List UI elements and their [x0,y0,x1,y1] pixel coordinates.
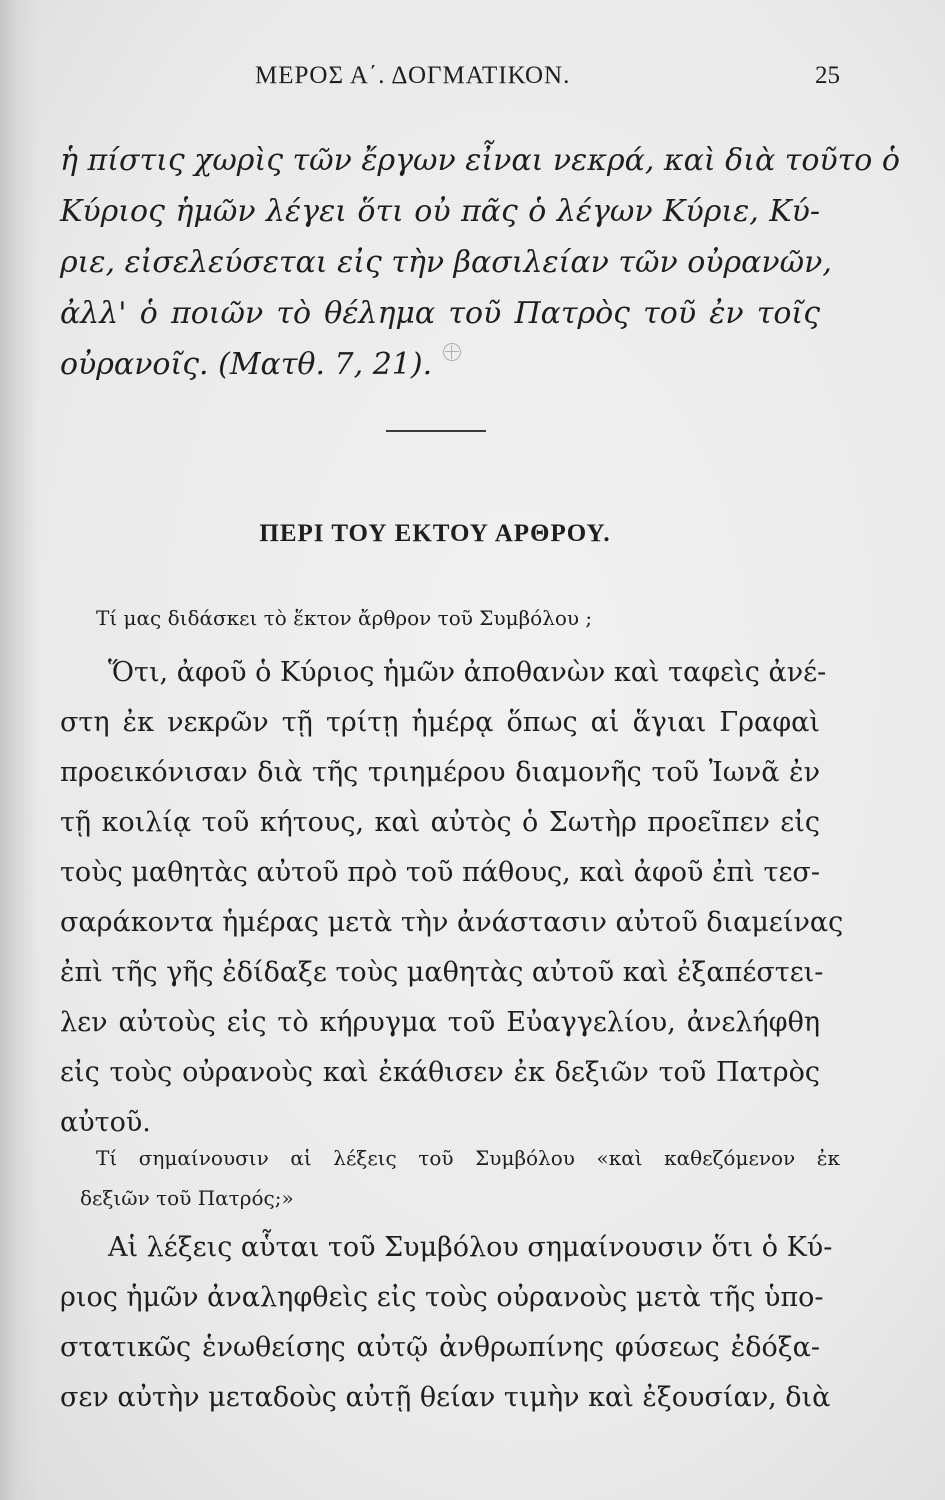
text-line: σαράκοντα ἡμέρας μετὰ τὴν ἀνάστασιν αὐτοῦ διαμείνας [60,907,844,938]
text-line: εἰς τοὺς οὐρανοὺς καὶ ἐκάθισεν ἐκ δεξιῶν τοῦ Πατρὸς [60,1057,820,1088]
text-line: οὐρανοῖς. (Ματθ. 7, 21). [60,347,433,382]
text-line: στη ἐκ νεκρῶν τῇ τρίτῃ ἡμέρᾳ ὅπως αἱ ἅγιαι Γραφαὶ [60,707,820,738]
question-text: Τί μας διδάσκει τὸ ἕκτον ἄρθρον τοῦ Συμβόλου ; [96,606,593,630]
text-line: Ὅτι, ἀφοῦ ὁ Κύριος ἡμῶν ἀποθανὼν καὶ ταφεὶς ἀνέ- [108,657,827,688]
text-line: ἀλλ' ὁ ποιῶν τὸ θέλημα τοῦ Πατρὸς τοῦ ἐν τοῖς [60,296,820,331]
text-line: προεικόνισαν διὰ τῆς τριημέρου διαμονῆς τοῦ Ἰωνᾶ ἐν [60,757,820,788]
question-text [80,1138,840,1218]
running-header [60,62,840,102]
text-line: ἐπὶ τῆς γῆς ἐδίδαξε τοὺς μαθητὰς αὐτοῦ καὶ ἐξαπέστει- [60,957,824,988]
answer-paragraph [60,648,844,1148]
text-line: ριε, εἰσελεύσεται εἰς τὴν βασιλείαν τῶν οὐρανῶν, [60,245,832,280]
section-heading: ΠΕΡΙ ΤΟΥ ΕΚΤΟΥ ΑΡΘΡΟΥ. [259,520,611,547]
text-line: σεν αὐτὴν μεταδοὺς αὐτῇ θείαν τιμὴν καὶ ἐξουσίαν, διὰ [60,1382,831,1413]
text-line: Κύριος ἡμῶν λέγει ὅτι οὐ πᾶς ὁ λέγων Κύριε, Κύ- [60,194,820,229]
opening-paragraph [60,135,900,390]
text-line: δεξιῶν τοῦ Πατρός;» [80,1186,294,1210]
text-line: αὐτοῦ. [60,1107,151,1138]
text-line: Τί σημαίνουσιν αἱ λέξεις τοῦ Συμβόλου «καὶ καθεζόμενον ἐκ [96,1146,840,1170]
text-line: τοὺς μαθητὰς αὐτοῦ πρὸ τοῦ πάθους, καὶ ἀφοῦ ἐπὶ τεσ- [60,857,820,888]
text-line: ριος ἡμῶν ἀναληφθεὶς εἰς τοὺς οὐρανοὺς μετὰ τῆς ὑπο- [60,1282,824,1313]
printer-mark-icon [443,343,461,361]
text-line: ἡ πίστις χωρὶς τῶν ἔργων εἶναι νεκρά, καὶ διὰ τοῦτο ὁ [60,143,900,178]
answer-paragraph [60,1223,833,1423]
text-line: λεν αὐτοὺς εἰς τὸ κήρυγμα τοῦ Εὐαγγελίου, ἀνελήφθη [60,1007,820,1038]
gutter-shadow [0,0,40,1500]
text-line: Αἱ λέξεις αὗται τοῦ Συμβόλου σημαίνουσιν ὅτι ὁ Κύ- [108,1232,833,1263]
section-divider [386,430,486,432]
running-title: ΜΕΡΟΣ Α΄. ΔΟΓΜΑΤΙΚΟΝ. [255,62,571,89]
text-line: στατικῶς ἑνωθείσης αὐτῷ ἀνθρωπίνης φύσεως ἐδόξα- [60,1332,820,1363]
text-line: τῇ κοιλίᾳ τοῦ κήτους, καὶ αὐτὸς ὁ Σωτὴρ προεῖπεν εἰς [60,807,820,838]
page-number: 25 [815,62,840,89]
